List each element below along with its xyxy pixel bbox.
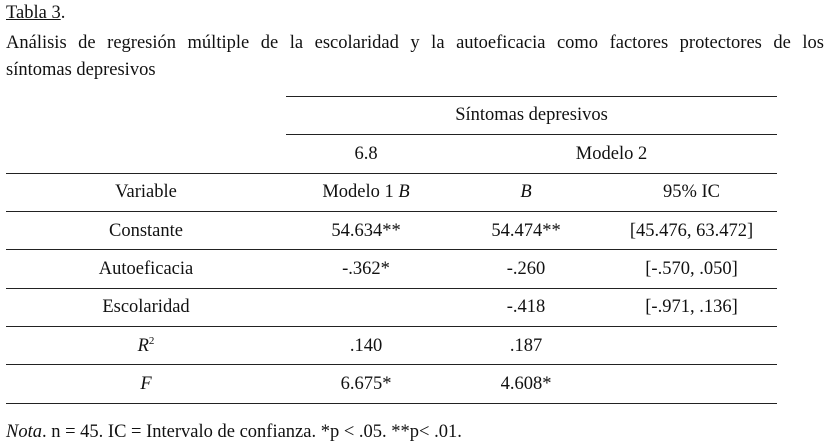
row-escolaridad-ci: [-.971, .136] bbox=[645, 297, 738, 317]
table-note-label: Nota bbox=[6, 422, 42, 442]
row-rule-1 bbox=[6, 249, 777, 250]
row-rule-2 bbox=[6, 288, 777, 289]
row-autoeficacia-ci: [-.570, .050] bbox=[645, 259, 738, 279]
group-header-model-1: 6.8 bbox=[354, 144, 378, 164]
row-autoeficacia-variable: Autoeficacia bbox=[98, 259, 194, 279]
column-header-variable: Variable bbox=[115, 182, 177, 202]
table-note-text: . n = 45. IC = Intervalo de confianza. *p < .05. **p< .01. bbox=[41, 422, 462, 442]
table-bottom-rule bbox=[6, 403, 777, 404]
column-header-model-2 bbox=[446, 181, 606, 203]
table-label-text: Tabla 3 bbox=[6, 3, 61, 23]
row-autoeficacia-model-2: -.260 bbox=[506, 259, 546, 279]
column-header-model-1-prefix: Modelo 1 bbox=[322, 182, 399, 202]
row-constante-variable: Constante bbox=[109, 221, 183, 241]
row-constante-ci: [45.476, 63.472] bbox=[629, 221, 754, 241]
table-label-suffix: . bbox=[60, 3, 66, 23]
spanner-top-rule bbox=[286, 96, 777, 97]
row-rule-3 bbox=[6, 326, 777, 327]
column-header-model-1 bbox=[286, 181, 446, 203]
table-label bbox=[6, 2, 65, 24]
row-escolaridad-model-2: -.418 bbox=[506, 297, 546, 317]
row-f-variable bbox=[6, 373, 286, 395]
row-autoeficacia-model-1: -.362* bbox=[342, 259, 390, 279]
column-header-ci: 95% IC bbox=[662, 182, 721, 202]
spanner-bottom-rule bbox=[286, 134, 777, 135]
row-f-model-2: 4.608* bbox=[500, 374, 552, 394]
spanner-header: Síntomas depresivos bbox=[455, 105, 608, 125]
r-squared-superscript: 2 bbox=[148, 334, 155, 347]
row-f-model-1: 6.675* bbox=[340, 374, 392, 394]
row-r-squared-model-2: .187 bbox=[509, 336, 543, 356]
table-note bbox=[6, 420, 462, 444]
group-header-model-2: Modelo 2 bbox=[575, 144, 648, 164]
column-header-model-2-stat: B bbox=[520, 182, 532, 202]
column-header-model-1-stat: B bbox=[398, 182, 410, 202]
table-title-line-1: Análisis de regresión múltiple de la escolaridad y la autoeficacia como factores protectores de los bbox=[6, 33, 824, 53]
row-constante-model-1: 54.634** bbox=[331, 221, 401, 241]
column-header-rule bbox=[6, 211, 777, 212]
table-title-line-2: síntomas depresivos bbox=[6, 60, 156, 80]
header-rule bbox=[6, 173, 777, 174]
f-statistic-symbol: F bbox=[140, 374, 152, 394]
row-r-squared-variable bbox=[6, 335, 286, 357]
row-rule-4 bbox=[6, 364, 777, 365]
r-squared-symbol: R bbox=[137, 336, 149, 356]
row-escolaridad-variable: Escolaridad bbox=[102, 297, 190, 317]
row-r-squared-model-1: .140 bbox=[349, 336, 383, 356]
table-title bbox=[6, 30, 824, 84]
row-constante-model-2: 54.474** bbox=[491, 221, 561, 241]
